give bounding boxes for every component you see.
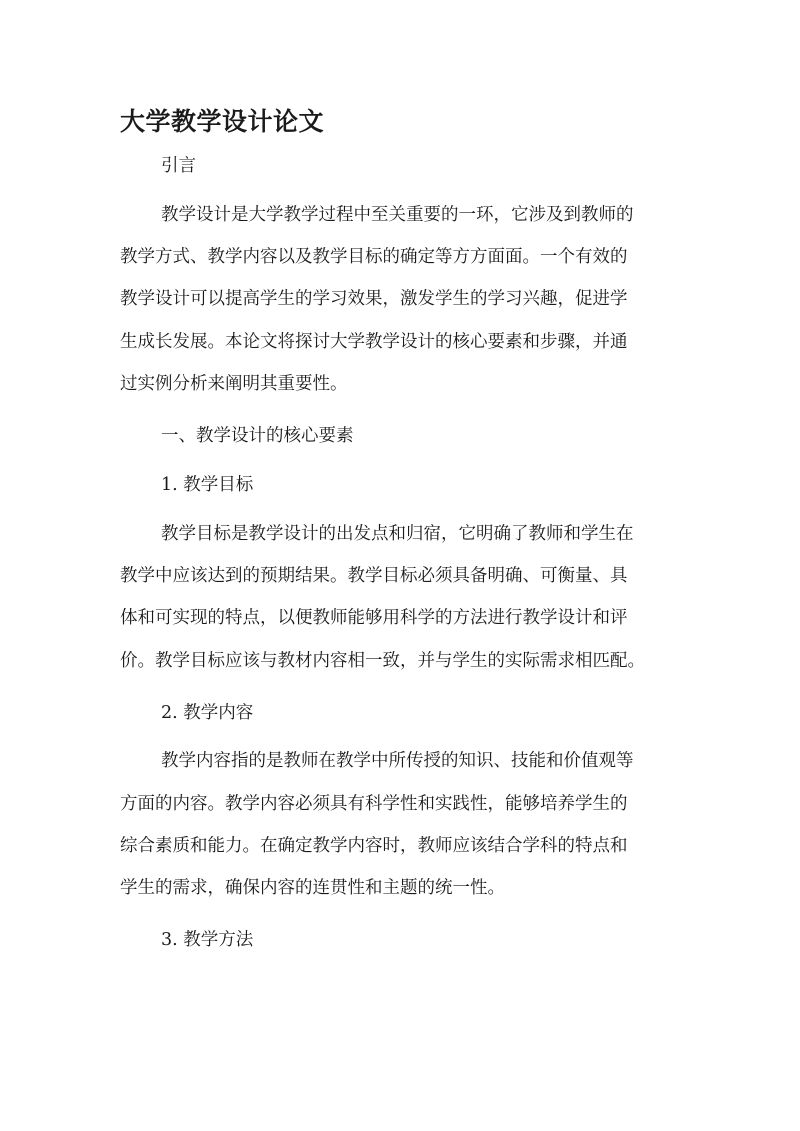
sub1-line-1: 教学目标是教学设计的出发点和归宿，它明确了教师和学生在 xyxy=(161,524,634,544)
intro-line-4: 生成长发展。本论文将探讨大学教学设计的核心要素和步骤，并通 xyxy=(120,332,628,352)
sub2-line-3: 综合素质和能力。在确定教学内容时，教师应该结合学科的特点和 xyxy=(120,836,628,856)
sub2-line-4: 学生的需求，确保内容的连贯性和主题的统一性。 xyxy=(120,878,505,898)
document-title: 大学教学设计论文 xyxy=(120,107,325,136)
intro-heading: 引言 xyxy=(161,156,196,176)
subsection-1-heading: 1. 教学目标 xyxy=(161,475,254,495)
intro-line-1: 教学设计是大学教学过程中至关重要的一环，它涉及到教师的 xyxy=(161,205,634,225)
intro-line-5: 过实例分析来阐明其重要性。 xyxy=(120,374,348,394)
sub1-line-2: 教学中应该达到的预期结果。教学目标必须具备明确、可衡量、具 xyxy=(120,566,628,586)
section-1-heading: 一、教学设计的核心要素 xyxy=(161,426,354,446)
subsection-2-heading: 2. 教学内容 xyxy=(161,703,254,723)
sub2-line-1: 教学内容指的是教师在教学中所传授的知识、技能和价值观等 xyxy=(161,751,634,771)
sub1-line-3: 体和可实现的特点，以便教师能够用科学的方法进行教学设计和评 xyxy=(120,608,628,628)
subsection-3-heading: 3. 教学方法 xyxy=(161,930,254,950)
intro-line-2: 教学方式、教学内容以及教学目标的确定等方方面面。一个有效的 xyxy=(120,247,628,267)
sub1-line-4: 价。教学目标应该与教材内容相一致，并与学生的实际需求相匹配。 xyxy=(120,651,645,671)
sub2-line-2: 方面的内容。教学内容必须具有科学性和实践性，能够培养学生的 xyxy=(120,794,628,814)
intro-line-3: 教学设计可以提高学生的学习效果，激发学生的学习兴趣，促进学 xyxy=(120,289,628,309)
